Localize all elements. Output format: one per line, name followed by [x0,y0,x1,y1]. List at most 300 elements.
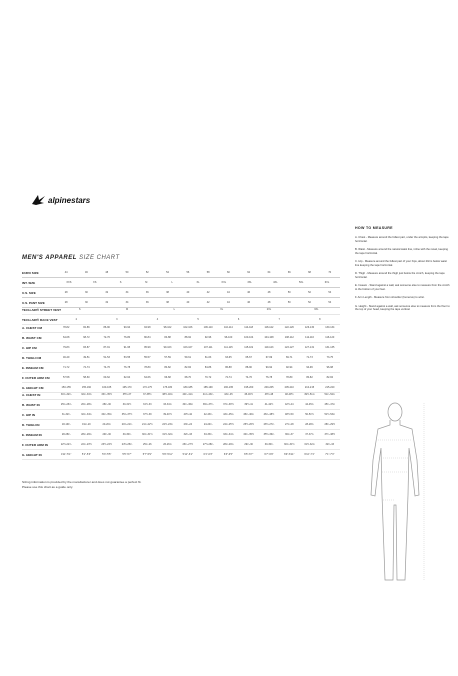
table-row [22,288,340,298]
table-cell: 32¾-34¼ [81,413,92,416]
table-cell: 40¼-41¾ [182,393,194,396]
row-label: G. HEIGHT CM [22,385,44,390]
table-cell: 5'5"-5'7" [122,453,132,456]
table-cell: 26-26¾ [163,443,172,446]
table-cell: 195-200 [244,386,254,389]
table-cell: 102-106 [183,326,193,329]
footer-line-1: Sizing information is provided by the manufacturer and does not guarantee a perfect fit. [22,480,142,484]
table-cell: 35½-37 [122,393,132,396]
table-cell: 78-82 [62,326,70,329]
table-cell: 33¾-35½ [101,393,112,396]
measure-instruction: D. Thigh - Measure around the thigh just below the crotch, keeping the tape horizontal. [355,272,445,279]
table-cell: 4 [156,318,159,321]
measure-instruction: A. Chest - Measure around the fullest part, under the armpits, keeping the tape horizontal. [355,236,449,243]
table-cell: 50 [287,301,291,304]
table-cell: 41¾-43¼ [202,393,214,396]
table-cell: 38 [166,291,169,294]
measure-instruction: G. Height - Stand against a wall, ask someone else to measure from the floor to the top of your head, keeping the tape vertical. [355,304,450,311]
table-cell: 50-51½ [305,413,314,416]
table-cell: 130-134 [325,326,335,329]
row-cells [56,326,340,329]
table-cell: 119-123 [264,346,274,349]
table-cell: L [171,281,173,284]
table-cell: 86-90 [103,326,110,329]
table-cell: 59-61 [184,356,192,359]
row-cells [56,433,340,436]
row-label: TECH-AIR® RACE VEST [22,317,58,322]
table-cell: 131-135 [325,346,335,349]
row-cells [56,413,340,416]
table-cell: 5'9"-5'11" [162,453,173,456]
table-cell: 48 [105,271,109,274]
table-cell: 46 [85,271,88,274]
table-cell: 27¼-28 [284,423,294,426]
table-cell: 44-45¾ [305,403,314,406]
table-cell: 34¾-36¼ [182,403,194,406]
table-cell: 78-80 [286,376,293,379]
table-cell: L [173,308,176,311]
table-cell: 42 [206,301,210,304]
table-cell: 170-175 [142,386,152,389]
row-cells [56,318,340,321]
table-cell: 68 [308,271,311,274]
table-cell: S [78,308,81,311]
table-cell: 63-65 [225,356,232,359]
row-cells [56,308,340,311]
row-cells [56,393,340,396]
row-label: E. INSEAM CM [22,365,44,370]
body-figure [360,400,430,585]
table-cell: 54 [328,291,332,294]
table-cell: 150-155 [61,386,71,389]
table-cell: 58-60 [83,376,90,379]
row-label: INT. SIZE [22,280,36,285]
table-cell: 46½-48 [264,393,274,396]
row-label: EURO SIZE [22,270,39,275]
table-cell: 74-76 [103,366,110,369]
measure-instruction: F. Arm Length - Measure from shoulder (humerus) to wrist. [355,296,425,299]
table-cell: 30¾-31½ [283,443,295,446]
table-cell: 36 [145,301,149,304]
row-label: U.S. SIZE [22,290,36,295]
table-cell: 50 [125,271,129,274]
table-cell: 4'11"-5'1" [60,453,72,456]
table-cell: 116-120 [325,336,335,339]
table-cell: 64-66 [144,376,151,379]
table-cell: 33-34¾ [163,403,172,406]
table-cell: 61-63 [204,356,212,359]
table-cell: 87-91 [103,346,110,349]
table-cell: 98-102 [163,326,172,329]
table-cell: 28-28¼ [61,433,71,436]
table-cell: 65-67 [245,356,252,359]
table-cell: 6'5"-6'7" [244,453,254,456]
how-to-measure [355,226,450,317]
table-cell: 62-64 [123,376,131,379]
row-label: B. WAIST IN [22,402,40,407]
table-cell: 70-72 [204,376,212,379]
table-cell: 37-38½ [143,393,152,396]
table-cell: 64 [267,271,271,274]
table-row [22,373,340,383]
table-cell: 2XL [266,308,272,311]
table-cell: 95-99 [144,346,151,349]
row-label: D. THIGH CM [22,355,42,360]
table-cell: 34 [125,291,129,294]
table-cell: 24½-25¼ [121,443,133,446]
table-cell: 42½-44 [284,403,294,406]
table-row [22,450,340,460]
measure-instruction: C. Hip - Measure around the fullest part of your hips, about 20cm below waist line keeping the tape horizontal. [355,260,447,267]
table-row [22,353,340,363]
table-cell: 31-32¾ [61,413,71,416]
brand-wordmark: alpinestars [48,196,91,205]
table-row [22,440,340,450]
table-cell: 32 [105,291,109,294]
table-cell: 41-42½ [264,403,274,406]
table-cell: 30 [85,291,88,294]
table-cell: 112-116 [305,336,314,339]
table-cell: 5'1"-5'3" [81,453,91,456]
table-cell: 66 [287,271,291,274]
table-cell: 91-95 [123,346,131,349]
table-cell: 76-78 [265,376,273,379]
table-cell: 32 [105,301,109,304]
table-cell: 35½-36¼ [263,433,275,436]
table-cell: 5'7"-5'9" [142,453,152,456]
table-cell: 36 [145,291,149,294]
table-cell: 7 [278,318,280,321]
table-cell: 86-88 [225,366,232,369]
table-cell: 82-84 [326,376,333,379]
row-cells [56,356,340,359]
table-cell: XS [93,281,97,284]
table-cell: 39-40½ [163,413,172,416]
table-row [22,278,340,288]
table-cell: 60-62 [103,376,110,379]
table-cell: 122-126 [284,326,294,329]
table-cell: 73-75 [326,356,333,359]
table-cell: 5 [197,318,199,321]
table-cell: 31½-32¼ [162,433,173,436]
table-cell: 53-55 [123,356,131,359]
table-cell: 50 [287,291,291,294]
row-label: U.S. PANT SIZE [22,300,45,305]
table-cell: 126-130 [304,326,315,329]
table-cell: 28-28¾ [305,423,314,426]
how-to-items [355,236,450,312]
table-cell: 155-160 [81,386,92,389]
table-cell: 46 [247,301,251,304]
table-cell: 4XL [273,281,278,284]
table-cell: 104-108 [264,336,274,339]
table-cell: 68-70 [184,376,192,379]
table-cell: 51¼-52¾ [324,393,336,396]
table-cell: 80-84 [144,336,151,339]
table-cell: 56 [186,271,190,274]
table-cell: 28¾-29½ [324,423,336,426]
table-cell: 51½-53¼ [324,413,336,416]
table-row [22,430,340,440]
table-cell: 68-72 [83,336,90,339]
table-cell: 99-103 [163,346,172,349]
table-cell: 30¾-31½ [141,433,153,436]
table-cell: 175-180 [162,386,173,389]
table-cell: 24-24¾ [203,423,213,426]
table-cell: 42-43¾ [203,413,213,416]
table-row [22,400,340,410]
table-cell: 34¾-35½ [243,433,254,436]
row-label: F. OUTER ARM CM [22,375,50,380]
table-cell: 70 [328,271,332,274]
table-cell: 80-82 [164,366,171,369]
row-cells [56,366,340,369]
table-cell: 30-30¾ [264,443,274,446]
table-cell: 76-80 [123,336,131,339]
table-cell: 190-195 [223,386,233,389]
measure-instruction: B. Waist - Measure around the natural waist line, inline with the navel, keeping the tape horizontal. [355,248,448,255]
table-cell: 36¼-37¾ [202,403,214,406]
table-row [22,333,340,343]
table-cell: 32¼-33 [183,433,193,436]
measure-instruction: E. Inseam - Stand against a wall, ask someone else to measure from the crotch to the bottom of your feet. [355,284,450,291]
table-cell: 8 [319,318,321,321]
table-cell: M [125,308,129,311]
table-cell: 6XL [324,281,330,284]
table-cell: 58 [206,271,210,274]
table-cell: 72-74 [83,366,90,369]
table-cell: 23¼-24 [183,423,193,426]
row-cells [56,281,340,284]
table-cell: 54 [166,271,169,274]
table-cell: 34 [125,301,129,304]
table-cell: 44 [227,291,230,294]
table-cell: 25½-26½ [243,423,254,426]
table-cell: XXS [66,281,72,284]
table-row [22,410,340,420]
table-row [22,390,340,400]
table-cell: 43¼-45 [224,393,233,396]
table-cell: 48 [267,301,271,304]
row-label: B. WAIST CM [22,335,42,340]
table-cell: 103-107 [183,346,193,349]
table-cell: 107-111 [203,346,213,349]
table-cell: 123-127 [284,346,294,349]
row-label: TECH-AIR® STREET VEST [22,307,62,312]
table-cell: 57-59 [164,356,171,359]
table-row [22,323,340,333]
table-cell: 114-118 [244,326,254,329]
table-cell: 110-114 [223,326,233,329]
page-title [22,255,120,261]
table-cell: 38 [166,301,169,304]
table-cell: 35¾-37½ [121,413,133,416]
table-cell: 45¾-47¼ [324,403,336,406]
table-cell: 92-96 [204,336,212,339]
table-cell: 29¼-30 [244,443,253,446]
table-cell: 25¼-26¾ [60,403,72,406]
table-cell: 96-98 [326,366,333,369]
table-cell: 84-86 [204,366,212,369]
table-cell: 84-88 [164,336,171,339]
table-cell: 215-220 [325,386,335,389]
table-cell: 25¼-26 [143,443,152,446]
table-cell: 40 [186,301,190,304]
table-cell: 88-92 [184,336,192,339]
row-label: E. INSEAM IN [22,432,42,437]
table-cell: 94-98 [144,326,151,329]
table-cell: 71-73 [306,356,313,359]
table-cell: 46 [247,291,251,294]
row-cells [56,423,340,426]
table-cell: 52 [308,291,311,294]
row-cells [56,386,340,389]
table-cell: 36¼-37 [284,433,294,436]
table-cell: 67-69 [265,356,273,359]
row-label: C. HIP IN [22,412,36,417]
table-cell: M [145,281,148,284]
table-row [22,305,340,315]
table-cell: 3XL [314,308,319,311]
table-cell: 46¾-48½ [263,413,275,416]
table-cell: S [119,281,122,284]
table-row [22,363,340,373]
table-cell: 94-96 [306,366,313,369]
table-cell: 108-112 [284,336,294,339]
table-cell: 82-86 [83,326,90,329]
row-label: D. THIGH IN [22,422,40,427]
cm-table [22,323,340,393]
table-cell: 45¼-46¾ [243,413,254,416]
table-cell: 76-78 [123,366,131,369]
row-label: A. CHEST IN [22,392,41,397]
row-cells [56,336,340,339]
table-cell: 30-30¾ [122,433,132,436]
table-cell: 6'7"-6'9" [264,453,274,456]
table-cell: 37¾-39½ [223,403,234,406]
table-row [22,268,340,278]
table-cell: 33-33¾ [203,433,213,436]
astar-icon [32,195,45,205]
table-cell: 118-122 [264,326,274,329]
table-cell: 62 [247,271,251,274]
table-cell: 24¾-25½ [223,423,234,426]
table-cell: 78-80 [144,366,151,369]
table-cell: 30¾-32¼ [60,393,72,396]
table-cell: 7'1"-7'3" [325,453,335,456]
table-cell: 52 [145,271,149,274]
table-cell: 115-119 [244,346,254,349]
table-row [22,420,340,430]
row-cells [56,443,340,446]
table-cell: 31½-32¼ [304,443,315,446]
table-cell: 37¾-38½ [324,433,336,436]
table-cell: 43¾-45¼ [223,413,234,416]
table-cell: 48-49½ [284,393,294,396]
table-cell: 42 [206,291,210,294]
table-cell: 96-100 [224,336,233,339]
title-bold: MEN'S APPAREL [22,255,77,261]
table-cell: 28¼-29¼ [81,433,92,436]
table-cell: 205-210 [284,386,294,389]
table-cell: XXL [221,281,227,284]
row-cells [56,301,340,304]
table-cell: 111-115 [224,346,233,349]
table-cell: 210-215 [304,386,315,389]
table-cell: 90-92 [265,366,273,369]
table-cell: 5'3"-5'5" [102,453,112,456]
table-cell: 6 [237,318,240,321]
table-cell: 21¾-22½ [141,423,153,426]
table-cell: 40½-42 [183,413,193,416]
table-cell: 106-110 [203,326,213,329]
row-cells [56,453,340,456]
table-cell: 180-185 [183,386,193,389]
table-cell: 29¼-30 [102,433,111,436]
table-cell: 72-74 [225,376,232,379]
title-rest: SIZE CHART [79,255,120,261]
table-cell: 6'1"-6'3" [203,453,213,456]
table-cell: 44 [227,301,230,304]
table-cell: 127-131 [304,346,315,349]
table-row [22,343,340,353]
table-cell: 28 [64,301,68,304]
table-cell: 46-49 [62,356,70,359]
table-cell: 49½-51¼ [304,393,315,396]
table-cell: 49-51 [83,356,90,359]
table-cell: 92-94 [286,366,293,369]
table-cell: 31½-33 [143,403,152,406]
table-cell: 26¾-28¼ [81,403,92,406]
footer-line-2: Please use this chart as a guide only. [22,484,74,489]
table-cell: 165-170 [122,386,132,389]
table-cell: 30-31½ [122,403,132,406]
table-cell: 5XL [298,281,304,284]
table-cell: 88-90 [245,366,252,369]
table-cell: 82-84 [184,366,192,369]
table-cell: 83-87 [83,346,90,349]
table-cell: 32¼-33 [325,443,335,446]
table-cell: 6'9"-6'11" [284,453,295,456]
table-cell: 19¼-20 [82,423,91,426]
table-cell: 26¾-27½ [182,443,194,446]
table-cell: 38½-40¼ [162,393,173,396]
row-label: F. OUTER ARM IN [22,442,48,447]
table-cell: 5'11"-6'1" [182,453,193,456]
table-cell: 72-76 [103,336,110,339]
table-cell: 160-165 [102,386,112,389]
table-cell: XL [220,308,224,311]
row-label: C. HIP CM [22,345,37,350]
row-cells [56,403,340,406]
table-cell: 33¾-34¾ [223,433,234,436]
vest-table [22,305,340,325]
footer-note [22,480,141,489]
table-cell: 60 [227,271,230,274]
table-cell: 20-20¾ [102,423,111,426]
table-cell: 28 [64,291,68,294]
table-cell: 52 [308,301,311,304]
table-cell: 100-104 [244,336,254,339]
table-cell: 39½-41 [244,403,253,406]
table-cell: 57-58 [62,376,70,379]
table-cell: 28¼-29¼ [223,443,234,446]
how-to-title: HOW TO MEASURE [355,226,393,230]
table-cell: 64-68 [62,336,70,339]
table-cell: 185-190 [203,386,213,389]
row-cells [56,271,340,274]
table-cell: 80-82 [306,376,313,379]
